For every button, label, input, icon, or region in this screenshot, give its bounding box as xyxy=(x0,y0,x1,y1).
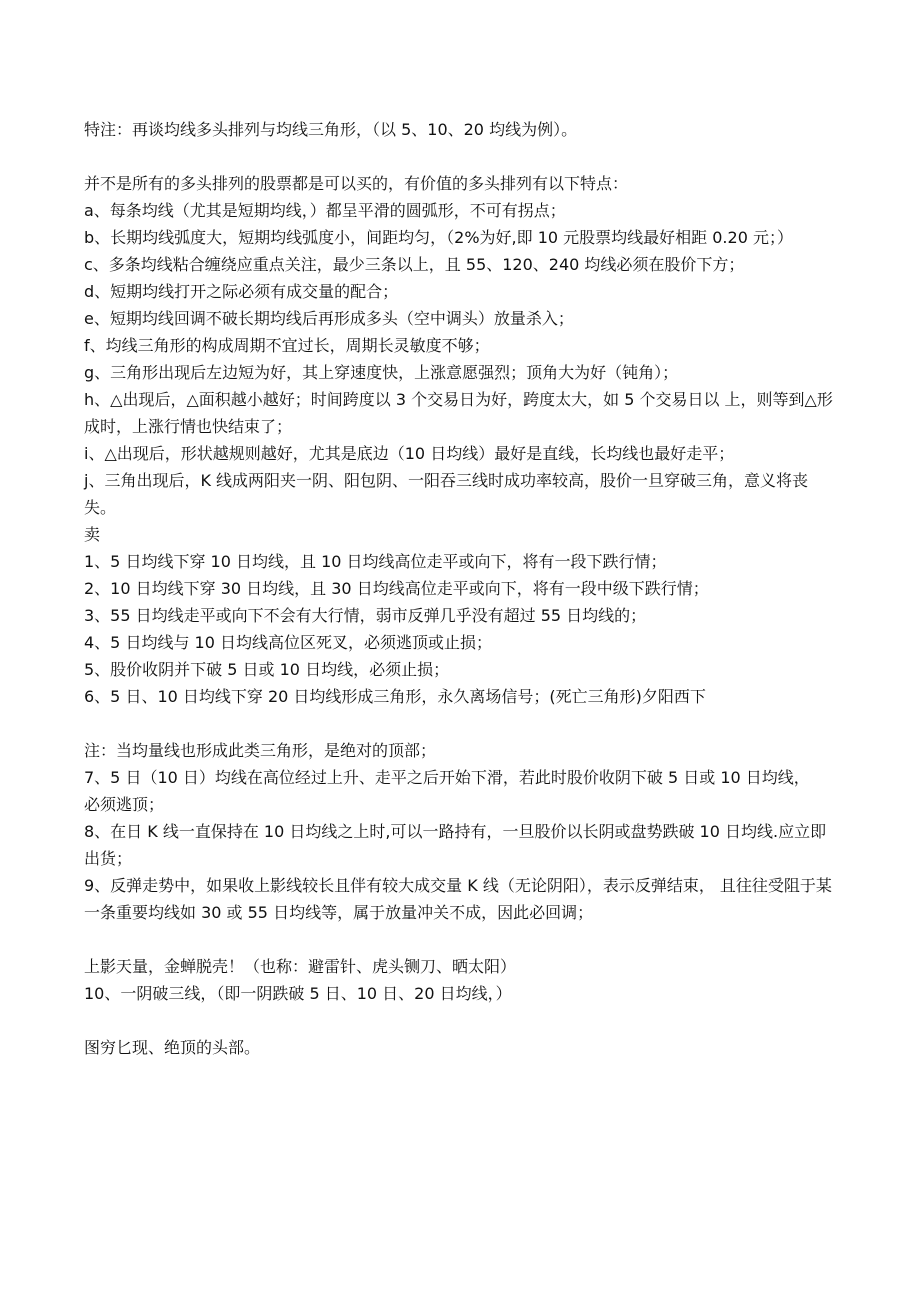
feature-item-h: h、△出现后，△面积越小越好；时间跨度以 3 个交易日为好，跨度太大，如 5 个交易日以 上，则等到△形成时，上涨行情也快结束了； xyxy=(84,390,833,436)
feature-item-j: j、三角出现后，K 线成两阳夹一阴、阳包阴、一阳吞三线时成功率较高，股价一旦穿破三角，意义将丧失。 xyxy=(84,471,809,517)
sell-rule-10: 10、一阴破三线，（即一阴跌破 5 日、10 日、20 日均线，） xyxy=(84,984,512,1003)
spacer xyxy=(84,710,836,737)
final-line: 图穷匕现、绝顶的头部。 xyxy=(84,1038,261,1057)
spacer xyxy=(84,1007,836,1034)
feature-item-c: c、多条均线粘合缠绕应重点关注，最少三条以上，且 55、120、240 均线必须在股价下方； xyxy=(84,255,745,274)
document-body xyxy=(84,116,836,1061)
note-line: 注：当均量线也形成此类三角形，是绝对的顶部； xyxy=(84,741,437,760)
sell-rule-8: 8、在日 K 线一直保持在 10 日均线之上时,可以一路持有，一旦股价以长阴或盘势跌破 10 日均线.应立即出货； xyxy=(84,822,827,868)
sell-rule-4: 4、5 日均线与 10 日均线高位区死叉，必须逃顶或止损； xyxy=(84,633,492,652)
feature-item-e: e、短期均线回调不破长期均线后再形成多头（空中调头）放量杀入； xyxy=(84,309,574,328)
feature-item-d: d、短期均线打开之际必须有成交量的配合； xyxy=(84,282,399,301)
sell-rule-2: 2、10 日均线下穿 30 日均线，且 30 日均线高位走平或向下，将有一段中级下跌行情； xyxy=(84,579,709,598)
sell-rule-3: 3、55 日均线走平或向下不会有大行情，弱市反弹几乎没有超过 55 日均线的； xyxy=(84,606,647,625)
sell-rule-5: 5、股价收阴并下破 5 日或 10 日均线，必须止损； xyxy=(84,660,450,679)
sell-rule-7-continued: 必须逃顶； xyxy=(84,795,165,814)
sell-heading: 卖 xyxy=(84,525,101,544)
spacer xyxy=(84,143,836,170)
sell-rule-9: 9、反弹走势中，如果收上影线较长且伴有较大成交量 K 线（无论阴阳），表示反弹结束， 且往往受阻于某一条重要均线如 30 或 55 日均线等，属于放量冲关不成，因此必回调； xyxy=(84,876,832,922)
feature-item-i: i、△出现后，形状越规则越好，尤其是底边（10 日均线）最好是直线，长均线也最好走平； xyxy=(84,444,735,463)
feature-item-a: a、每条均线（尤其是短期均线，）都呈平滑的圆弧形，不可有拐点； xyxy=(84,201,566,220)
sell-rule-1: 1、5 日均线下穿 10 日均线，且 10 日均线高位走平或向下，将有一段下跌行情； xyxy=(84,552,667,571)
shadow-line: 上影天量，金蝉脱壳！（也称：避雷针、虎头铡刀、晒太阳） xyxy=(84,957,517,976)
document-title-line: 特注：再谈均线多头排列与均线三角形，（以 5、10、20 均线为例）。 xyxy=(84,120,578,139)
intro-paragraph: 并不是所有的多头排列的股票都是可以买的，有价值的多头排列有以下特点： xyxy=(84,174,629,193)
sell-rule-6: 6、5 日、10 日均线下穿 20 日均线形成三角形，永久离场信号；(死亡三角形)夕阳西下 xyxy=(84,687,706,706)
sell-rule-7: 7、5 日（10 日）均线在高位经过上升、走平之后开始下滑，若此时股价收阴下破 5 日或 10 日均线， xyxy=(84,768,810,787)
feature-item-g: g、三角形出现后左边短为好，其上穿速度快，上涨意愿强烈；顶角大为好（钝角）； xyxy=(84,363,679,382)
feature-item-f: f、均线三角形的构成周期不宜过长，周期长灵敏度不够； xyxy=(84,336,490,355)
feature-item-b: b、长期均线弧度大，短期均线弧度小，间距均匀，（2%为好,即 10 元股票均线最好相距 0.20 元；） xyxy=(84,228,793,247)
spacer xyxy=(84,926,836,953)
